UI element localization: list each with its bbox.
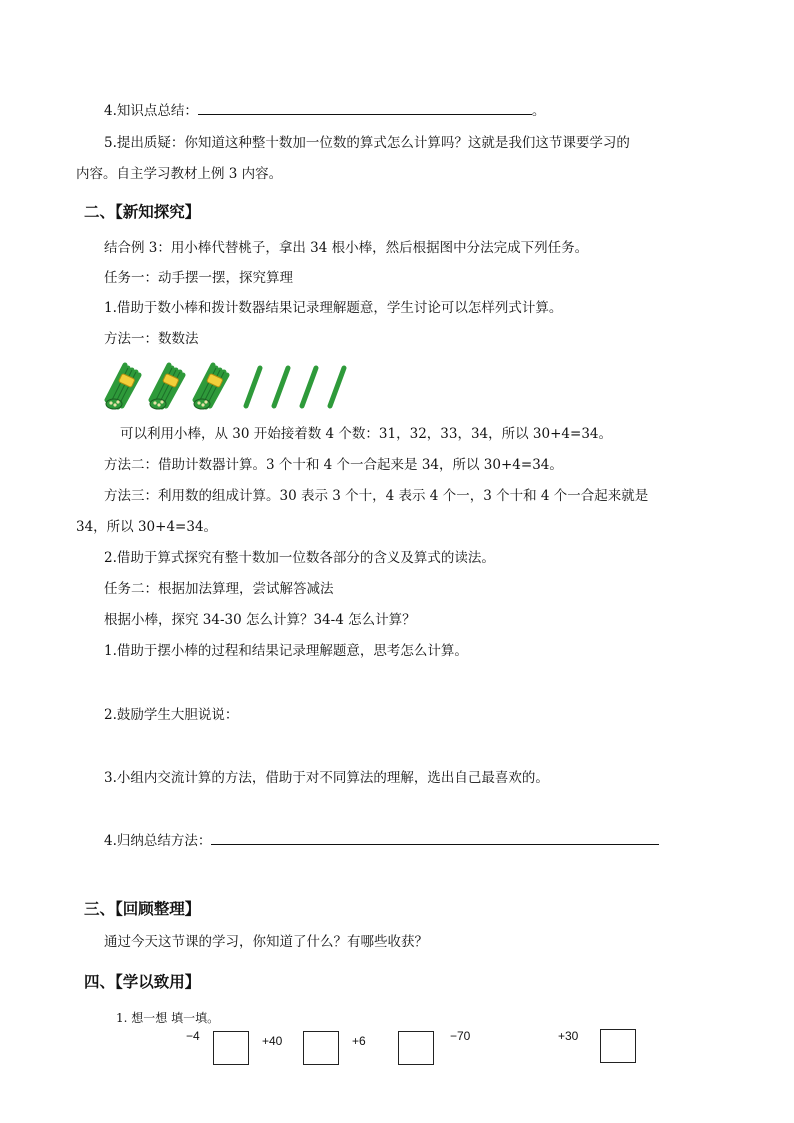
task2-item-3: 3.小组内交流计算的方法，借助于对不同算法的理解，选出自己最喜欢的。 xyxy=(104,770,549,786)
stick-bundle-2 xyxy=(150,365,183,409)
section-heading-apply: 四、【学以致用】 xyxy=(84,973,201,991)
sticks-illustration xyxy=(104,362,364,412)
answer-box-3[interactable] xyxy=(398,1031,434,1065)
answer-box-2[interactable] xyxy=(303,1031,339,1065)
task2-title: 任务二：根据加法算理，尝试解答减法 xyxy=(104,581,334,597)
single-stick-2 xyxy=(274,368,288,406)
task2-question: 根据小棒，探究 34-30 怎么计算？34-4 怎么计算？ xyxy=(104,612,416,628)
exercise-1-prompt: 1. 想一想 填一填。 xyxy=(116,1011,220,1025)
method-summary-blank[interactable] xyxy=(211,832,659,845)
method1-text: 可以利用小棒，从 30 开始接着数 4 个数：31，32，33，34，所以 30+4=34。 xyxy=(120,426,613,442)
method-summary-label: 4.归纳总结方法： xyxy=(104,833,212,849)
operator-plus-40: +40 xyxy=(262,1034,283,1048)
single-stick-3 xyxy=(302,368,316,406)
review-question: 通过今天这节课的学习，你知道了什么？有哪些收获？ xyxy=(104,934,428,950)
single-stick-4 xyxy=(330,368,344,406)
stick-bundle-1 xyxy=(106,365,139,409)
single-stick-1 xyxy=(246,368,260,406)
answer-box-4[interactable] xyxy=(600,1029,636,1063)
section-heading-explore: 二、【新知探究】 xyxy=(84,203,201,221)
operator-plus-30: +30 xyxy=(558,1029,579,1043)
method1-title: 方法一：数数法 xyxy=(104,331,199,347)
task2-item-1: 1.借助于摆小棒的过程和结果记录理解题意，思考怎么计算。 xyxy=(104,643,468,659)
method3-line-1: 方法三：利用数的组成计算。30 表示 3 个十，4 表示 4 个一，3 个十和 4 个一合起来就是 xyxy=(104,488,649,504)
question-line-2: 内容。自主学习教材上例 3 内容。 xyxy=(76,166,283,182)
operator-minus-4: −4 xyxy=(186,1029,200,1043)
section-heading-review: 三、【回顾整理】 xyxy=(84,900,201,918)
question-line-1: 5.提出质疑：你知道这种整十数加一位数的算式怎么计算吗？这就是我们这节课要学习的 xyxy=(104,135,630,151)
knowledge-summary-blank[interactable] xyxy=(198,102,532,115)
example-intro: 结合例 3：用小棒代替桃子，拿出 34 根小棒，然后根据图中分法完成下列任务。 xyxy=(104,240,589,256)
method3-line-2: 34，所以 30+4=34。 xyxy=(76,519,218,535)
task1-title: 任务一：动手摆一摆，探究算理 xyxy=(104,270,293,286)
answer-box-1[interactable] xyxy=(213,1031,249,1065)
knowledge-summary-line xyxy=(104,101,545,121)
stick-bundle-3 xyxy=(194,365,227,409)
task1-item-2: 2.借助于算式探究有整十数加一位数各部分的含义及算式的读法。 xyxy=(104,550,495,566)
task2-item-2: 2.鼓励学生大胆说说： xyxy=(104,707,239,723)
task1-item-1: 1.借助于数小棒和拨计数器结果记录理解题意，学生讨论可以怎样列式计算。 xyxy=(104,300,563,316)
knowledge-summary-label: 4.知识点总结： xyxy=(104,103,198,119)
operator-minus-70: −70 xyxy=(450,1029,471,1043)
method-summary-line xyxy=(104,831,659,851)
method2-text: 方法二：借助计数器计算。3 个十和 4 个一合起来是 34，所以 30+4=34。 xyxy=(104,457,563,473)
knowledge-summary-period: 。 xyxy=(531,103,546,119)
operator-plus-6: +6 xyxy=(352,1034,366,1048)
